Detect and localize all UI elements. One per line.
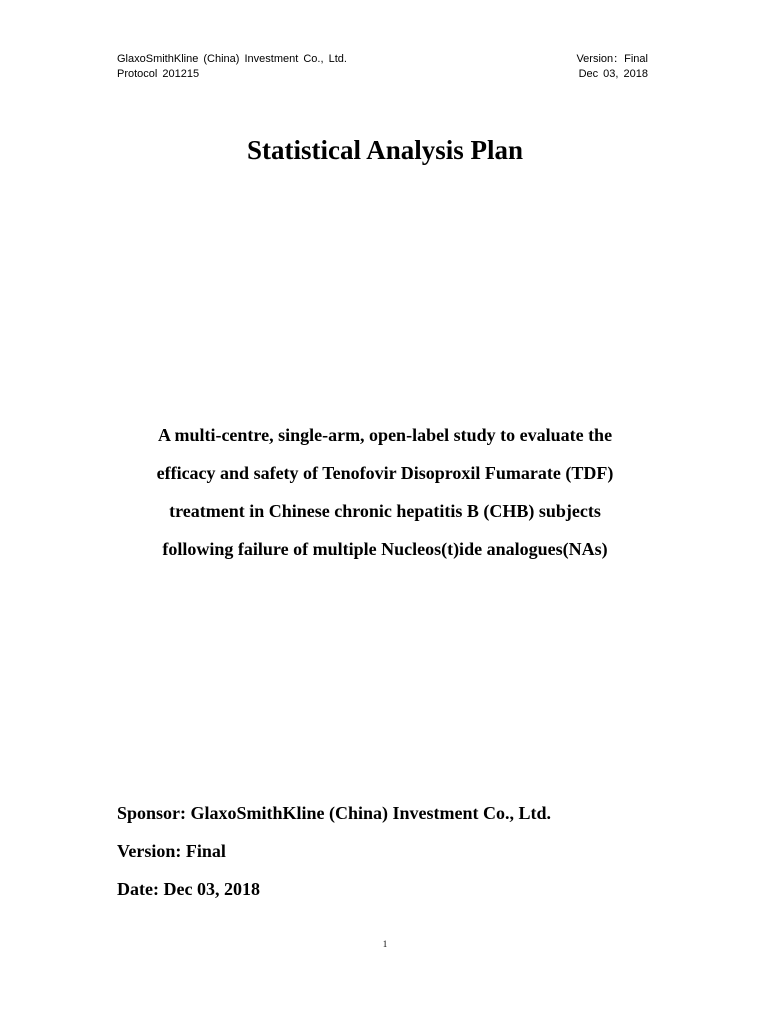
study-title-line: following failure of multiple Nucleos(t)ide analogues(NAs) — [162, 539, 608, 559]
study-title-line: A multi-centre, single-arm, open-label study to evaluate the — [157, 425, 613, 445]
study-title-line: efficacy and safety of Tenofovir Disoproxil Fumarate (TDF) — [156, 463, 614, 483]
header-company: GlaxoSmithKline (China) Investment Co., Ltd. — [117, 53, 347, 65]
version-line: Version: Final — [117, 841, 226, 861]
study-title — [0, 416, 770, 568]
study-title-line: treatment in Chinese chronic hepatitis B (CHB) subjects — [169, 501, 601, 521]
document-title: Statistical Analysis Plan — [246, 135, 524, 165]
header-date: Dec 03, 2018 — [578, 68, 648, 80]
header-version: Version：Final — [576, 53, 648, 65]
document-details — [117, 794, 551, 908]
header-protocol: Protocol 201215 — [117, 68, 200, 80]
page-number: 1 — [382, 939, 388, 949]
running-header-left — [117, 52, 347, 82]
sponsor-line: Sponsor: GlaxoSmithKline (China) Investment Co., Ltd. — [117, 803, 552, 823]
date-line: Date: Dec 03, 2018 — [117, 879, 260, 899]
running-header-right — [576, 52, 648, 82]
